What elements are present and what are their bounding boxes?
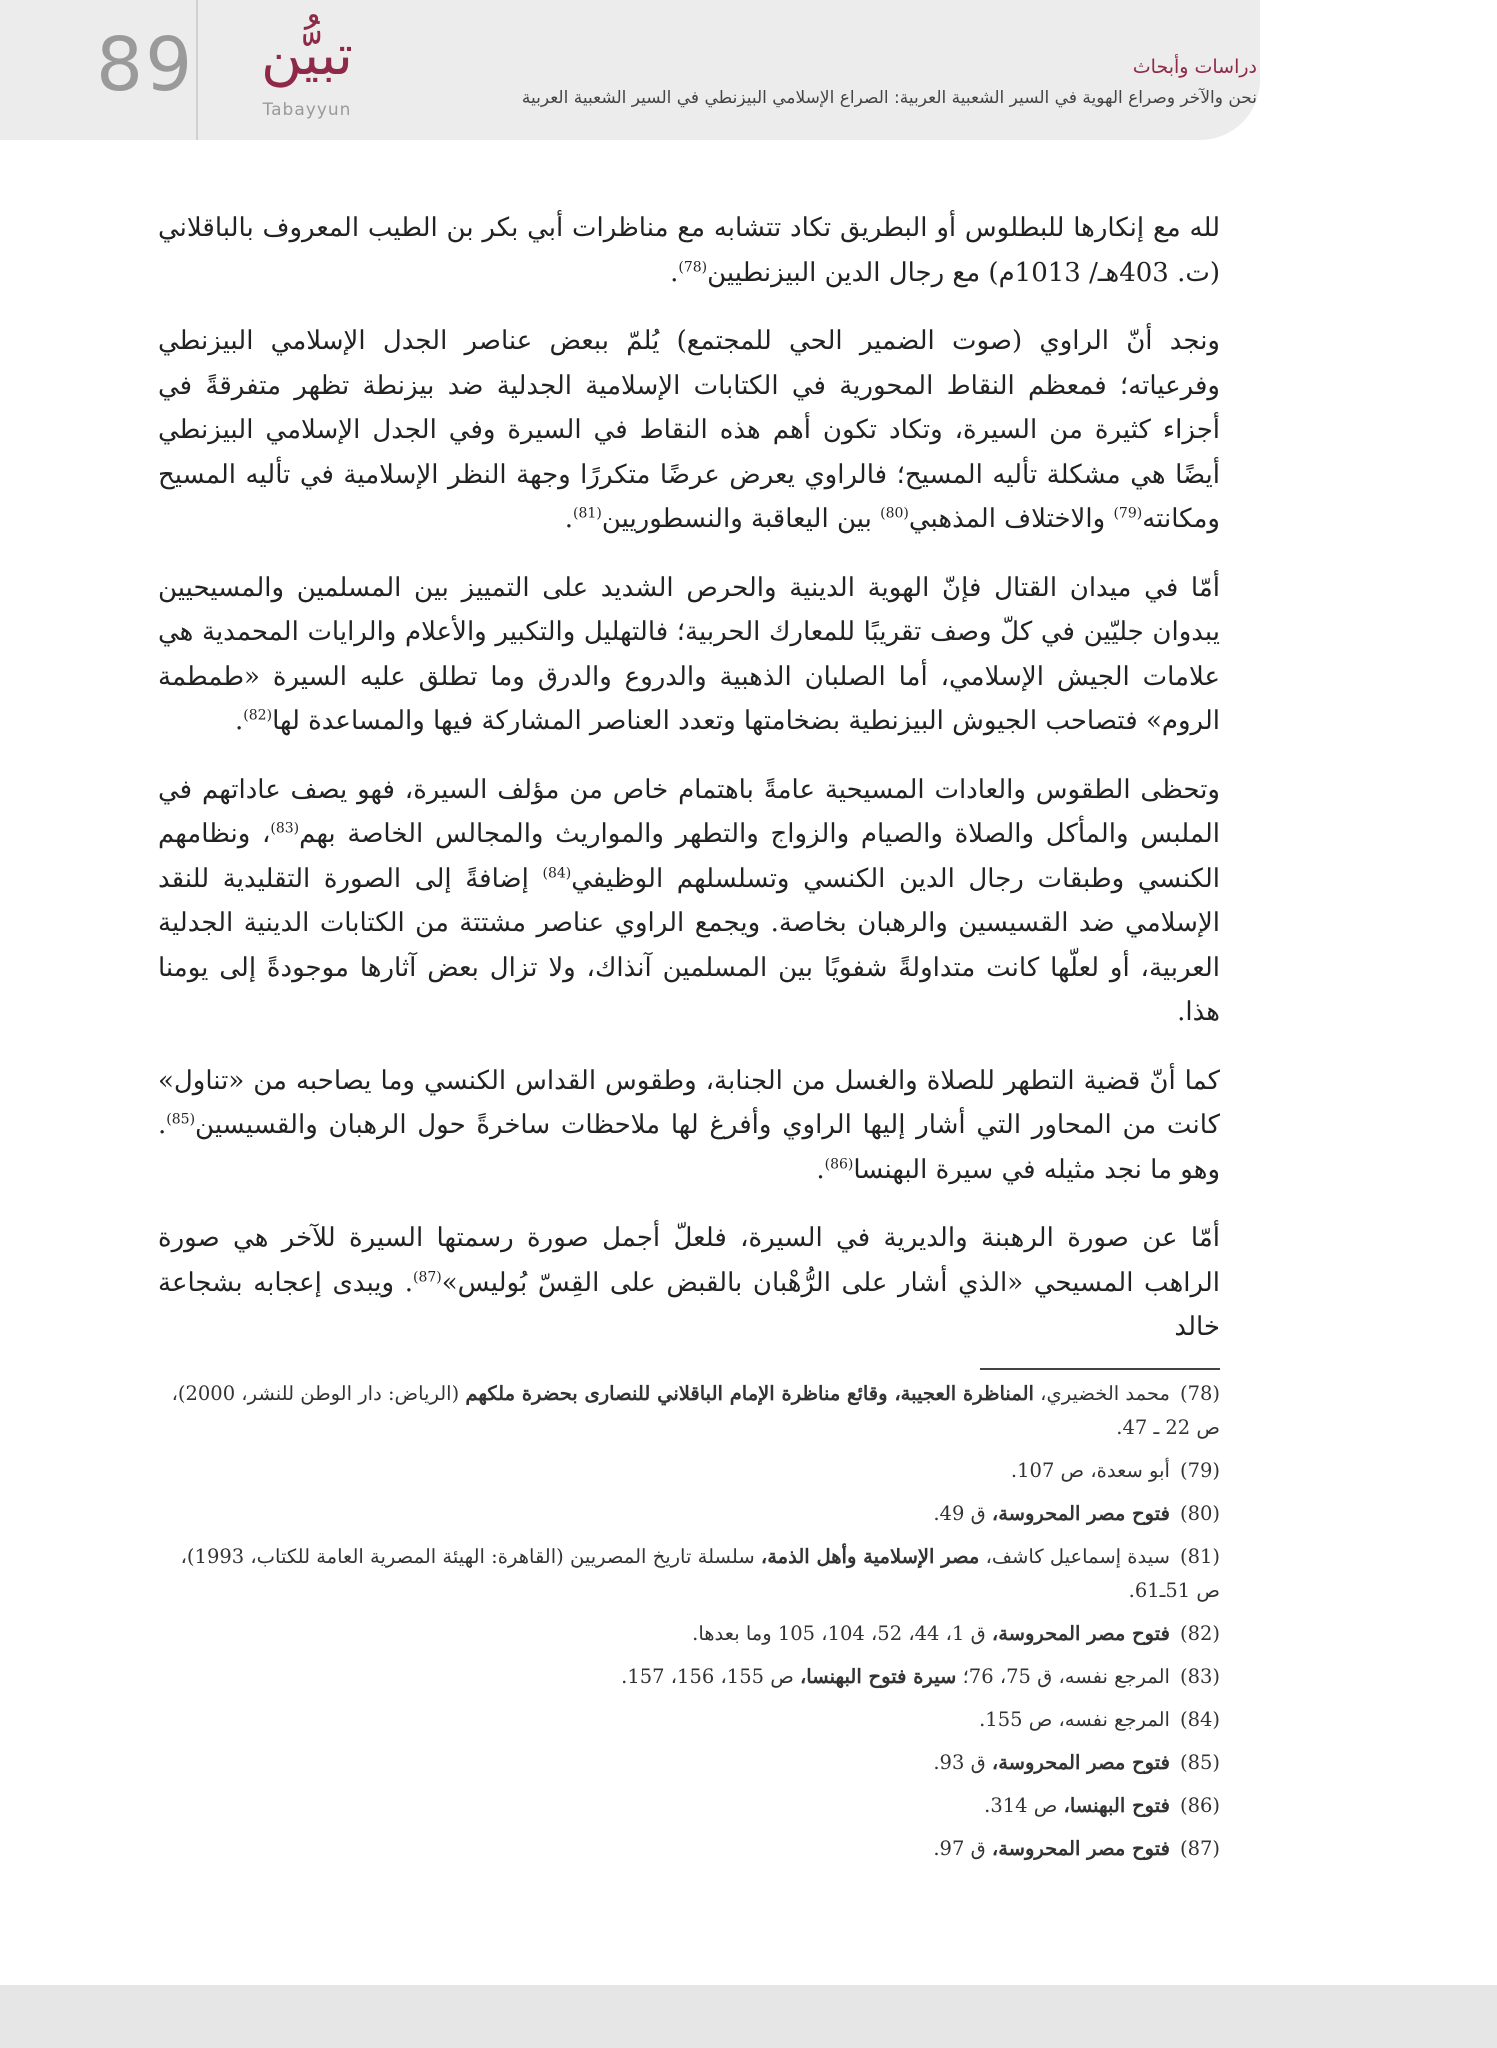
footnotes xyxy=(158,1377,1220,1875)
footnote-ref[interactable]: (80) xyxy=(880,505,909,522)
footnote-ref[interactable]: (81) xyxy=(573,505,602,522)
paragraph-3: أمّا في ميدان القتال فإنّ الهوية الدينية والحرص الشديد على التمييز بين المسلمين والمسيحيين يبدوان جليّين في كلّ وصف تقريبًا للمعارك الحربية؛ فالتهليل والتكبير والأعلام والرايات المحمدية هي علامات الجيش الإسلامي، أما الصلبان الذهبية والدروع والدرق وما تطلق عليه السيرة «طمطمة الروم» فتصاحب الجيوش البيزنطية بضخامتها وتعدد العناصر المشاركة فيها والمساعدة لها$^{(82)}$. xyxy=(158,572,1220,736)
footnote-80: (80)فتوح مصر المحروسة، ق 49. xyxy=(933,1502,1220,1525)
footnote-ref[interactable]: (85) xyxy=(166,1111,196,1128)
footnote-ref[interactable]: (82) xyxy=(243,707,273,724)
footnote-ref[interactable]: (79) xyxy=(1113,505,1143,522)
footnote-85: (85)فتوح مصر المحروسة، ق 93. xyxy=(933,1751,1220,1774)
section-label: دراسات وأبحاث xyxy=(1132,56,1257,78)
paragraph-5: كما أنّ قضية التطهر للصلاة والغسل من الجنابة، وطقوس القداس الكنسي وما يصاحبه من «تناول» كانت من المحاور التي أشار إليها الراوي وأفرغ لها ملاحظات ساخرةً حول الرهبان والقسيسين$^{(85)}$. وهو ما نجد مثيله في سيرة البهنسا$^{(86)}$. xyxy=(158,1065,1220,1185)
footnote-82: (82)فتوح مصر المحروسة، ق 1، 44، 52، 104، 105 وما بعدها. xyxy=(692,1622,1220,1645)
footnote-ref[interactable]: (83) xyxy=(270,820,300,837)
footnote-ref[interactable]: (87) xyxy=(412,1268,442,1285)
paragraph-2: ونجد أنّ الراوي (صوت الضمير الحي للمجتمع) يُلمّ ببعض عناصر الجدل الإسلامي البيزنطي وفرعياته؛ فمعظم النقاط المحورية في الكتابات الإسلامية الجدلية ضد بيزنطة تظهر متفرقةً في أجزاء كثيرة من السيرة، وتكاد تكون أهم هذه النقاط في السيرة وفي الجدل الإسلامي البيزنطي أيضًا هي مشكلة تأليه المسيح؛ فالراوي يعرض عرضًا متكررًا وجهة النظر الإسلامية في تأليه المسيح ومكانته$^{(79)}$ والاختلاف المذهبي$^{(80)}$ بين اليعاقبة والنسطوريين$^{(81)}$. xyxy=(158,326,1220,534)
logo-arabic: تبيُّن xyxy=(260,23,353,88)
paragraph-6: أمّا عن صورة الرهبنة والديرية في السيرة، فلعلّ أجمل صورة رسمتها السيرة للآخر هي صورة الراهب المسيحي «الذي أشار على الرُّهْبان بالقبض على القِسّ بُوليس»$^{(87)}$. ويبدى إعجابه بشجاعة خالد xyxy=(158,1223,1220,1342)
footnote-ref[interactable]: (78) xyxy=(678,258,708,275)
footnote-ref[interactable]: (84) xyxy=(542,864,572,881)
main-text xyxy=(158,206,1220,1374)
footnote-84: (84)المرجع نفسه، ص 155. xyxy=(979,1708,1220,1731)
footnote-rule xyxy=(980,1368,1220,1370)
paragraph-4: وتحظى الطقوس والعادات المسيحية عامةً باهتمام خاص من مؤلف السيرة، فهو يصف عاداتهم في الملبس والمأكل والصلاة والصيام والزواج والتطهر والمواريث والمجالس الخاصة بهم$^{(83)}$، ونظامهم الكنسي وطبقات رجال الدين الكنسي وتسلسلهم الوظيفي$^{(84)}$ إضافةً إلى الصورة التقليدية للنقد الإسلامي ضد القسيسين والرهبان بخاصة. ويجمع الراوي عناصر مشتتة من الكتابات الدينية الجدلية العربية، أو لعلّها كانت متداولةً شفويًا بين المسلمين آنذاك، ولا تزال بعض آثارها موجودةً إلى يومنا هذا. xyxy=(158,774,1220,1027)
bottom-band xyxy=(0,1985,1497,2048)
header-divider xyxy=(196,0,198,140)
running-title: نحن والآخر وصراع الهوية في السير الشعبية العربية: الصراع الإسلامي البيزنطي في السير الشعبية العربية xyxy=(521,88,1257,108)
logo-latin: Tabayyun xyxy=(262,100,352,120)
footnote-87: (87)فتوح مصر المحروسة، ق 97. xyxy=(933,1837,1220,1860)
footnote-81: (81)سيدة إسماعيل كاشف، مصر الإسلامية وأهل الذمة، سلسلة تاريخ المصريين (القاهرة: الهيئة المصرية العامة للكتاب، 1993)، ص 51ـ61. xyxy=(180,1545,1220,1602)
page-number: 89 xyxy=(96,22,195,108)
footnote-79: (79)أبو سعدة، ص 107. xyxy=(1010,1459,1220,1482)
footnote-86: (86)فتوح البهنسا، ص 314. xyxy=(984,1794,1220,1817)
paragraph-1: لله مع إنكارها للبطلوس أو البطريق تكاد تتشابه مع مناظرات أبي بكر بن الطيب المعروف بالباقلاني (ت. 403هـ/ 1013م) مع رجال الدين البيزنطيين$^{(78)}$. xyxy=(158,213,1220,288)
footnote-ref[interactable]: (86) xyxy=(824,1155,854,1172)
footnote-78: (78)محمد الخضيري، المناظرة العجيبة، وقائع مناظرة الإمام الباقلاني للنصارى بحضرة ملكهم (الرياض: دار الوطن للنشر، 2000)، ص 22 ـ 47. xyxy=(171,1382,1220,1439)
tabayyun-logo xyxy=(212,16,402,134)
footnote-83: (83)المرجع نفسه، ق 75، 76؛ سيرة فتوح البهنسا، ص 155، 156، 157. xyxy=(621,1665,1220,1688)
